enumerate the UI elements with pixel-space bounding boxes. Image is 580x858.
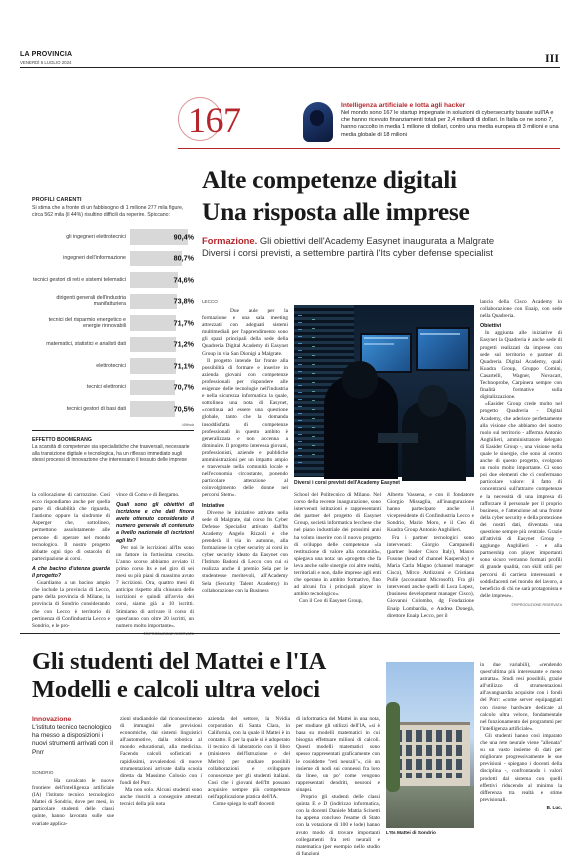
bar-value-label: 71,7%	[173, 318, 194, 328]
chart-panel	[32, 197, 194, 487]
deck-line-1	[202, 235, 560, 247]
article1-c4-p1: Alberto Vassena, e con il fondatore Giorgio Missaglia, all'inaugurazione hanno partecipato anche il vicepresidente di Confindustria Lecco e Sondrio, Mario Moro, e il Ceo di Kuadra Group Antonio Anghilieri.	[387, 492, 474, 534]
article1-c1-p1: Due aule per la formazione e una sala meeting attrezzati con adeguati sistemi multimediali per l'apprendimento sono gli spazi principali della sede della Quadreria Digital Academy di Easynet Group in via San Dionigi a Malgrate.	[202, 308, 288, 357]
article1-c1-p2: Il progetto intende far fronte alla possibilità di formare e inserire in azienda giovani con competenze professionali per rispondere alle esigenze delle tecnologie nell'industria e nella sicurezza informatica la quale, sottolinea una nota di Easynet, «continua ad essere una questione globale, tanto che la domanda insoddisfatta di competenze professionali in questo ambito è generalizzata e non accenna a diminuire. Il progetto interessa giovani, professionisti, aziende e pubbliche amministrazioni per un impatto ampio e trasversale nella comunità locale e nell'economia circostante, ponendo particolare attenzione al coinvolgimento delle donne nei percorsi Stem».	[202, 357, 288, 499]
article2-signature: B. Luc.	[546, 804, 562, 810]
article1-c3-p1: School del Politecnico di Milano. Nel corso della recente inaugurazione, sono intervenuti istituzioni e rappresentanti dei partner del progetto di Easynet Group, società informatica lecchese che nel piano industriale dei prossimi anni ha voluto inserire con il nuovo progetto di sviluppo delle competenze «la restituzione di valore alla comunità», spiegava una nota: un «progetto che fa leva anche sulle sinergie coi altre realtà, territoriali e non, dalle imprese agli enti che operano in ambito formativo, fino ad alcuni fra i principali player in ambito tecnologico».	[294, 492, 381, 598]
bar-category-label: dirigenti generali dell'industria manifatturiera	[56, 295, 126, 308]
bar-value-label: 74,6%	[173, 275, 194, 285]
article2-c2-p2: Ma non solo. Alcuni studenti sono anche riusciti a conseguire attestati tecnici della più nota	[120, 786, 202, 808]
bar-category-label: tecnici gestori di reti e sistemi telematici	[32, 276, 126, 283]
page-number: III	[544, 51, 559, 65]
fact-photo	[300, 102, 336, 142]
article2-c3-p1: azienda del settore, la Nvidia corporation di Santa Clara, in California, con la quale il Mattei è in contatto. E per la quale si è adoperato il tecnico di laboratorio con il libro (ministero dell'Istruzione e del Merito) per studiare possibili collaborazioni e sviluppare conoscenze per gli studenti italiani. Così che i giovani dell'Itt possano acquisire sempre più competenze nell'applicazione pratica dell'IA.	[208, 716, 290, 801]
article2-c2-p1: zioni studiandole dal riconoscimento di immagini alle previsioni economiche, dai sistemi linguistici all'automotive, dalla robotica al mondo educational, alla medicina. Facendo calcoli sofisticati e rapidissimi, avvalendosi di nuove strumentazioni arrivate dalla scuola diretta da Massimo Colosio con i fondi del Pnrr.	[120, 716, 202, 786]
bar-value-label: 80,7%	[173, 253, 194, 263]
bar-category-label: gli ingegneri elettrotecnici	[66, 233, 126, 240]
bar-track	[130, 226, 194, 248]
article2-dateline: SONDRIO	[32, 770, 54, 775]
bar-row	[32, 269, 192, 291]
fact-box	[178, 92, 560, 148]
bar-track	[130, 312, 194, 334]
bar-row	[32, 398, 192, 420]
article1-c5-p3: «Easider Group crede molto nel progetto Quadreria - Digital Academy, che aderisce perfettamente alla visione che abbiamo del nostro ruolo sul territorio - afferma Antonio Anghilieri, amministratore delegato di Easider Group -, una visione nella quale le sinergie, che sono al centro anche di questo progetto, svolgono un ruolo molto importante. Ci sono poi due elementi che ci confermano particolare valore: il fatto di concentrarsi sull'attrarre competenze e la necessità di una impresa di rafforzare il personale per il proprio business, e l'attenzione ad una fronte della cyber security e della protezione dei nostri dati, diventata una questione sempre più centrale. Grazie all'attività di Easynet Group - aggiunge Anghilieri - e alla partnership con player importanti sono sicuro verranno formati profili di grande qualità, con skill utili per percorsi di carriera interessanti e soddisfacenti nel mondo del lavoro, a beneficio di chi ne sarà protagonista e delle imprese».	[480, 401, 562, 599]
bar	[130, 358, 176, 374]
article1-c3-p2: Con il Ceo di Easynet Group,	[299, 598, 363, 605]
bar-value-label: 70,7%	[173, 382, 194, 392]
bar-category-label: matematici, statistici e analisti dati	[46, 341, 126, 348]
article1-c1-p3: Diverse le iniziative attivate nella sede di Malgrate, dal corso Its Cyber Defense Specialist attivato dall'Its Academy Angelo Rizzoli e che prenderà il via in autunno, alla formazione in cyber security ai corsi in cyber security ideato da Easynet con l'Istituto Badoni di Lecco con cui si realizza anche il premio Sela per le studentesse meritevoli, all'Academy Sela (Security Talent Academy) in collaborazione con la Business	[202, 509, 288, 594]
newspaper-name: LA PROVINCIA	[20, 51, 73, 58]
bar-category-label: tecnici gestori di basi dati	[66, 405, 126, 412]
article1-c4-p2: Fra i partner tecnologici sono intervenuti: Giorgio Campanelli (partner leader Cisco Italy), Mauro Fusone (head of channel Kaspersky) e Maria Carla Magno (channel manager Cisco), Mirco Ardizzoni e Cristiana Pullè (accountant Microsoft). Fra gli intervenuti anche quelli di Luca Lopez, (business development manager Cisco), Giovanni Colombo, dg Fondazione Enaip Lombardia, e Andrea Donegà, direttore Enaip Lecco, per il	[387, 534, 474, 619]
chart-divider	[32, 430, 194, 431]
issue-date: VENERDÌ 5 LUGLIO 2024	[20, 60, 72, 65]
article2-title-line-1: Gli studenti del Mattei e l'IA	[32, 648, 327, 675]
article2-c6-p2: Gli studenti hanno così imparato che una rete neurale viene "allenata" su un vasto insieme di dati per migliorare progressivamente le sue previsioni - spiegano i docenti della disciplina -, confrontando i valori prodotti dal sistema con quelli effettivi riducendo al minimo la differenza tra realtà e stime previsionali.	[480, 732, 562, 803]
article1-column-5	[480, 299, 562, 620]
lower-c2-p2: Per noi le iscrizioni all'Its sono un fattore in fortissima crescita. L'anno scorso abbiamo avviato il primo corso Its e nel giro di sei mesi su più piani di massimo avuto 7 iscrizioni. Ora, quattro mesi di anticipo rispetto alla chiusura delle iscrizioni e quindi all'avvio dei corsi, siamo già a 10 iscritti. Stimiamo di arrivare il corso di quest'anno con oltre 20 iscritti, un numero molto importante».	[116, 544, 194, 629]
article2-column-2	[120, 716, 202, 842]
article2-column-3	[208, 716, 290, 842]
bar	[130, 294, 177, 310]
bar-category-label: tecnici elettronici	[86, 384, 126, 391]
bar-track	[130, 248, 194, 270]
bar-row	[32, 377, 192, 399]
chart-title: PROFILI CARENTI	[32, 197, 82, 203]
article1-dateline: LECCO	[202, 299, 218, 304]
article1-c1-subhead: Iniziative	[202, 502, 225, 509]
article2-c1-p1: Ha cavalcato le nuove frontiere dell'intelligenza artificiale (IA) l'istituto tecnico tecnologico Mattei di Sondrio, dove per mesi, in particolare studenti delle classi quinte, hanno lavorato sulle sue svariate applica-	[32, 778, 114, 827]
article1-c5-p2: In aggiunta alle iniziative di Easynet la Quadreria è anche sede di progetti realizzati da imprese con sede sul territorio e partner di Quadreria Digital Academy, quali Kuadra Group, Gruppo Comini, Casartelli, Wagner, Novacart, Technoprobe, Carpinera sempre con finalità formative sulla digitalizzazione.	[480, 330, 562, 401]
article2-column-1	[32, 778, 114, 842]
bar-row	[32, 226, 192, 248]
bar-category-label: elettrotecnici	[96, 362, 126, 369]
article2-c6-p1: in due variabili), «rendendo quest'ultima più interessante e meno astratta». Studi resi possibili, grazie all'utilizzo di strumentazioni all'avanguardia acquisite con i fondi del Pnrr: «come server equipaggiati con risorse hardware dedicate al calcolo ultra veloce, fondamentale nel funzionamento dei programmi per l'intelligenza artificiale».	[480, 662, 562, 732]
bar-category-label: tecnici del risparmio energetico e energie rinnovabili	[48, 316, 126, 329]
headline-line-2: Una risposta alle imprese	[202, 197, 470, 226]
masthead-rule	[20, 67, 560, 68]
fact-box-bottom-rule	[178, 148, 560, 149]
article2-c4-p2: Proprio gli studenti delle classi quinta E e D (indirizzo informatica, con la docenti Daniele Mattia Scinetti ha appena concluso l'esame di Stato con la votazione di 100 e lode) hanno avuto modo di trovare importanti collegamenti fra reti neurali e matematica (per esempio nello studio di funzioni	[296, 794, 380, 857]
bar-track	[130, 398, 194, 420]
bar	[130, 401, 175, 417]
masthead	[0, 0, 580, 70]
bar-value-label: 70,5%	[173, 404, 194, 414]
lower-c1-p2: Guardiamo a un bacino ampio che include la provincia di Lecco, parte della provincia di Milano, la provincia di Sondrio considerando che con Lecco è territorio di pertinenza di Confindustria Lecco e Sondrio, e le pro-	[32, 580, 110, 629]
bar-track	[130, 334, 194, 356]
bar-value-label: 71,1%	[173, 361, 194, 371]
article2-title-line-2: Modelli e calcoli ultra veloci	[32, 676, 320, 703]
article2-kicker: Innovazione	[32, 716, 72, 723]
article1-copyright: ©RIPRODUZIONE RISERVATA	[511, 602, 562, 607]
bar-row	[32, 312, 192, 334]
lower-c1-question: A che bacino d'utenza guarda il progetto?	[32, 565, 110, 580]
article2-c4-p1: di informatica del Mattei in una nota, per studiare gli utilizzi dell'IA, «si è basa su modelli matematici in cui bisogna effettuare milioni di calcoli. Questi modelli matematici sono spesso rappresentati graficamente con le cosiddette "reti neurali"», ciò un insieme di nodi sui connessi fra loro da linee, un po' come vengono rappresentati dendriti, neuroni e sinapsi.	[296, 716, 380, 793]
bar-category-label: ingegneri dell'informazione	[63, 255, 126, 262]
bar-row	[32, 291, 192, 313]
bar-track	[130, 269, 194, 291]
bar	[130, 337, 176, 353]
chart-footer-title: EFFETTO BOOMERANG	[32, 437, 92, 443]
bar-track	[130, 377, 194, 399]
headline-deck	[202, 235, 560, 259]
article2-summary: L'istituto tecnico tecnologico ha messo a disposizioni i nuovi strumenti arrivati con il Pnrr	[32, 724, 113, 756]
bar-value-label: 90,4%	[173, 232, 194, 242]
lower-c1-p1: la collocazione di carrozzine. Così ecco rispondiamo anche per quella parte di disabilità che riguarda, l'autismo oppure la sindrome di Asperger che, sottolineo, permettono assolutamente alle persone di operare nel mondo tecnologico. Il nostro progetto abbatte ogni tipo di ostacolo di partecipazione ai corsi.	[32, 492, 110, 562]
lower-c2-question: Quali sono gli obiettivi di iscrizione e che dati finora avete ottenuto considerato il numero generale di contenuto a livello nazionale di iscrizioni agli Its?	[116, 502, 194, 544]
headline-line-1: Alte competenze digitali	[202, 165, 457, 194]
article2-column-4	[296, 716, 380, 857]
deck-line-2: Diversi i corsi previsti, a settembre partirà l'Its cyber defense specialist	[202, 247, 493, 258]
article1-c5-p1: lancio della Cisco Academy in collaborazione con Enaip, con sede nella Quadreria.	[480, 299, 562, 320]
bar-track	[130, 355, 194, 377]
article1-column-1	[202, 308, 288, 620]
bar-row	[32, 248, 192, 270]
article1-column-4	[387, 492, 474, 620]
chart-intro: Si stima che a fronte di un fabbisogno di 1 milione 277 mila figure, circa 562 mila (il 44%) risultino difficili da reperire. Spiccano:	[32, 205, 184, 218]
fact-title: Intelligenza artificiale e lotta agli hacker	[341, 102, 466, 109]
headline	[202, 164, 560, 228]
article1-column-3	[294, 492, 381, 620]
article2-photo-caption: L'Its Mattei di Sondrio	[386, 831, 436, 836]
deck-kicker: Formazione.	[202, 235, 258, 246]
bar-row	[32, 334, 192, 356]
bar-value-label: 71,2%	[173, 339, 194, 349]
article2-summary-box	[32, 716, 114, 757]
article2-c3-p2: Come spiega lo staff docenti	[213, 801, 275, 808]
article1-photo-caption: Diversi i corsi previsti dell'Academy Easynet	[294, 480, 400, 486]
chart-footer-text: La scarsità di competenze sia specialistiche che trasversali, necessarie alla transizione digitale e tecnologica, ha un riflesso immediato sugli stessi processi di innovazione che interessano il tessuto delle imprese	[32, 444, 190, 463]
article1-c5-subhead: Obiettivi	[480, 323, 502, 330]
fact-number: 167	[188, 100, 241, 140]
section-divider	[20, 633, 560, 634]
bar-value-label: 73,8%	[173, 296, 194, 306]
deck-line-1-text: Gli obiettivi dell'Academy Easynet inaugurata a Malgrate	[257, 235, 495, 246]
bar	[130, 315, 176, 331]
lower-left-column-2	[116, 492, 194, 629]
bar	[130, 380, 175, 396]
lower-c2-p1: vince di Como e di Bergamo.	[116, 492, 180, 498]
bar-chart	[32, 226, 194, 421]
article1-photo	[294, 305, 474, 477]
fact-text: Nel mondo sono 167 le startup impegnate in soluzioni di cybersecurity basate sull'IA e che hanno ricevuto finanziamenti totali per 2,4 miliardi di dollari. In Italia ce ne sono 7, hanno raccolto in media 1 milione di dollari, contro una media europea di 3 milioni e una media globale di 18 milioni	[341, 110, 559, 138]
bar	[130, 272, 178, 288]
bar-track	[130, 291, 194, 313]
bar-row	[32, 355, 192, 377]
article2-column-6	[480, 662, 562, 842]
article2-photo	[386, 662, 474, 828]
chart-source: Withub	[182, 423, 194, 427]
lower-left-column-1	[32, 492, 110, 629]
